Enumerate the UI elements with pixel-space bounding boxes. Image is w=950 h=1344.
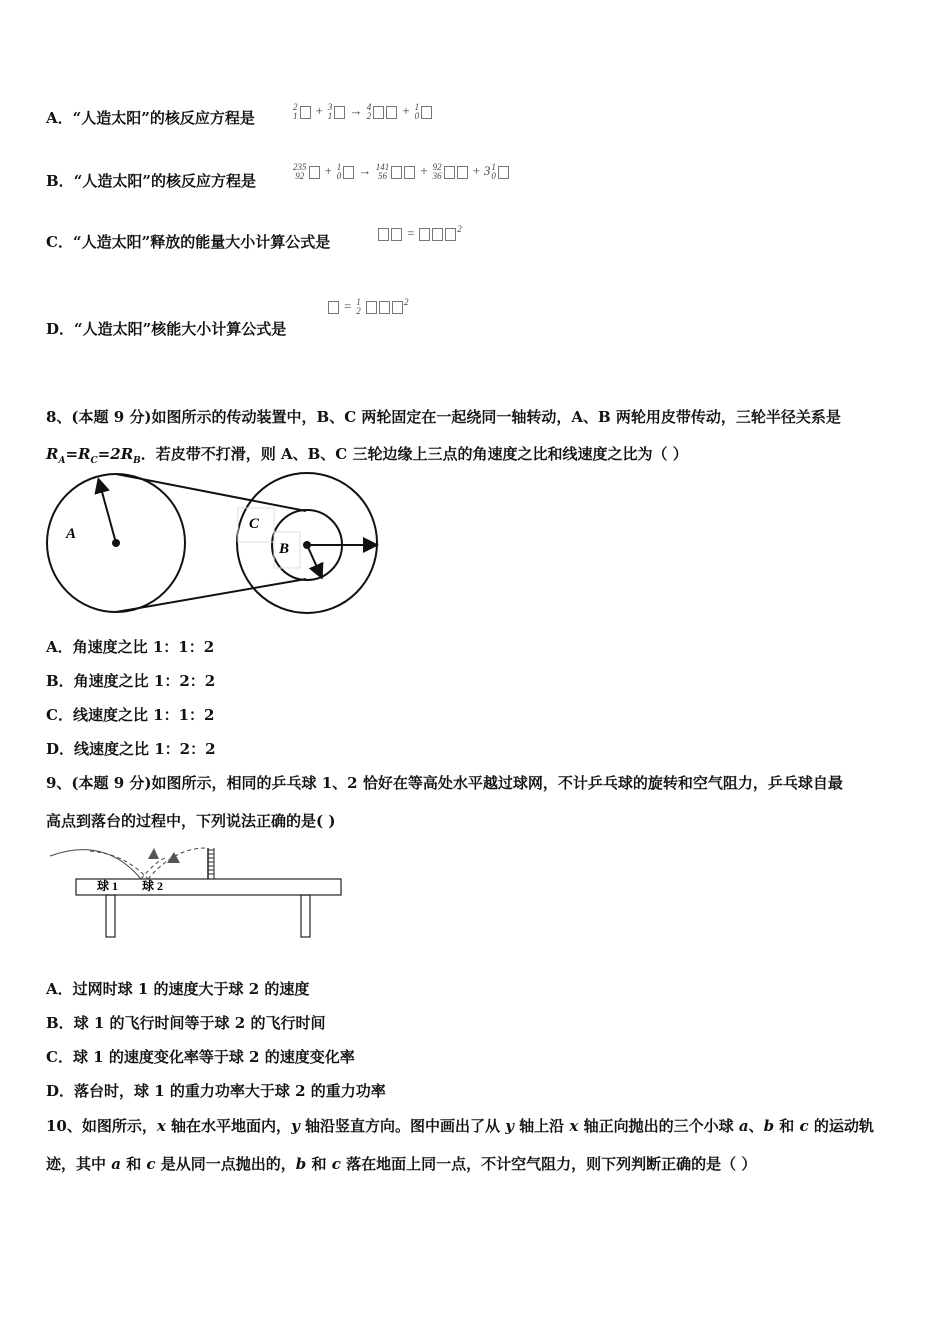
label-b: B [279, 541, 290, 557]
q7-equation-d: = 1 2 $^2$ [327, 297, 409, 316]
q10-stem-line1: 10、如图所示，x 轴在水平地面内，y 轴沿竖直方向。图中画出了从 y 轴上沿 x 轴正向抛出的三个小球 a、b 和 c 的运动轨 [46, 1117, 874, 1135]
arrow-ball1 [148, 848, 159, 859]
q8-stem-line2: $R_A=R_C=2R_B$．若皮带不打滑，则 A、B、C 三轮边缘上三点的角速度之比和线速度之比为（ ） [46, 445, 688, 466]
q7-option-c: C．“人造太阳”释放的能量大小计算公式是 [46, 233, 331, 251]
q9-option-d: D．落台时，球 1 的重力功率大于球 2 的重力功率 [46, 1082, 386, 1100]
radius-a [99, 481, 116, 543]
q7-equation-b: 235 92 + 1 0 → 141 56 + 92 36 + 3 1 0 [292, 163, 510, 181]
radius-b [307, 545, 321, 576]
trajectory-ball2-in [90, 851, 148, 879]
label-ball1: 球 1 [97, 879, 119, 893]
trajectory-ball1-out [141, 858, 165, 879]
trajectory-ball1 [50, 850, 141, 879]
table-leg-right [301, 895, 310, 937]
q8-option-d: D．线速度之比 1：2：2 [46, 740, 216, 758]
q8-option-a: A．角速度之比 1：1：2 [46, 638, 215, 656]
q9-table-tennis-figure [45, 842, 345, 942]
q8-stem-line1: 8、(本题 9 分)如图所示的传动装置中，B、C 两轮固定在一起绕同一轴转动，A、B 两轮用皮带传动，三轮半径关系是 [46, 408, 841, 426]
table-leg-left [106, 895, 115, 937]
q7-equation-a: 2 1 + 3 1 → 4 2 + 1 0 [292, 103, 433, 121]
q7-option-d: D．“人造太阳”核能大小计算公式是 [46, 320, 287, 338]
q9-stem-line1: 9、(本题 9 分)如图所示，相同的乒乓球 1、2 恰好在等高处水平越过球网，不计乒乓球的旋转和空气阻力，乒乓球自最 [46, 774, 843, 792]
q9-stem-line2: 高点到落台的过程中，下列说法正确的是( ) [46, 812, 336, 830]
q8-option-b: B．角速度之比 1：2：2 [46, 672, 216, 690]
q7-option-a: A．“人造太阳”的核反应方程是 [46, 109, 255, 127]
trajectory-ball2-out [148, 848, 208, 879]
label-ball2: 球 2 [142, 879, 164, 893]
q8-option-c: C．线速度之比 1：1：2 [46, 706, 215, 724]
q7-equation-c: = $^2$ [377, 224, 462, 241]
q9-option-c: C．球 1 的速度变化率等于球 2 的速度变化率 [46, 1048, 355, 1066]
q10-stem-line2: 迹，其中 a 和 c 是从同一点抛出的，b 和 c 落在地面上同一点，不计空气阻力，则下列判断正确的是（ ） [46, 1155, 757, 1173]
q8-pulley-figure [40, 472, 385, 620]
arrow-ball2 [167, 852, 180, 863]
q7-option-b: B．“人造太阳”的核反应方程是 [46, 172, 256, 190]
q9-option-b: B．球 1 的飞行时间等于球 2 的飞行时间 [46, 1014, 326, 1032]
q9-option-a: A．过网时球 1 的速度大于球 2 的速度 [46, 980, 310, 998]
label-c: C [249, 516, 260, 532]
label-a: A [66, 526, 77, 542]
net-mesh [208, 848, 214, 879]
